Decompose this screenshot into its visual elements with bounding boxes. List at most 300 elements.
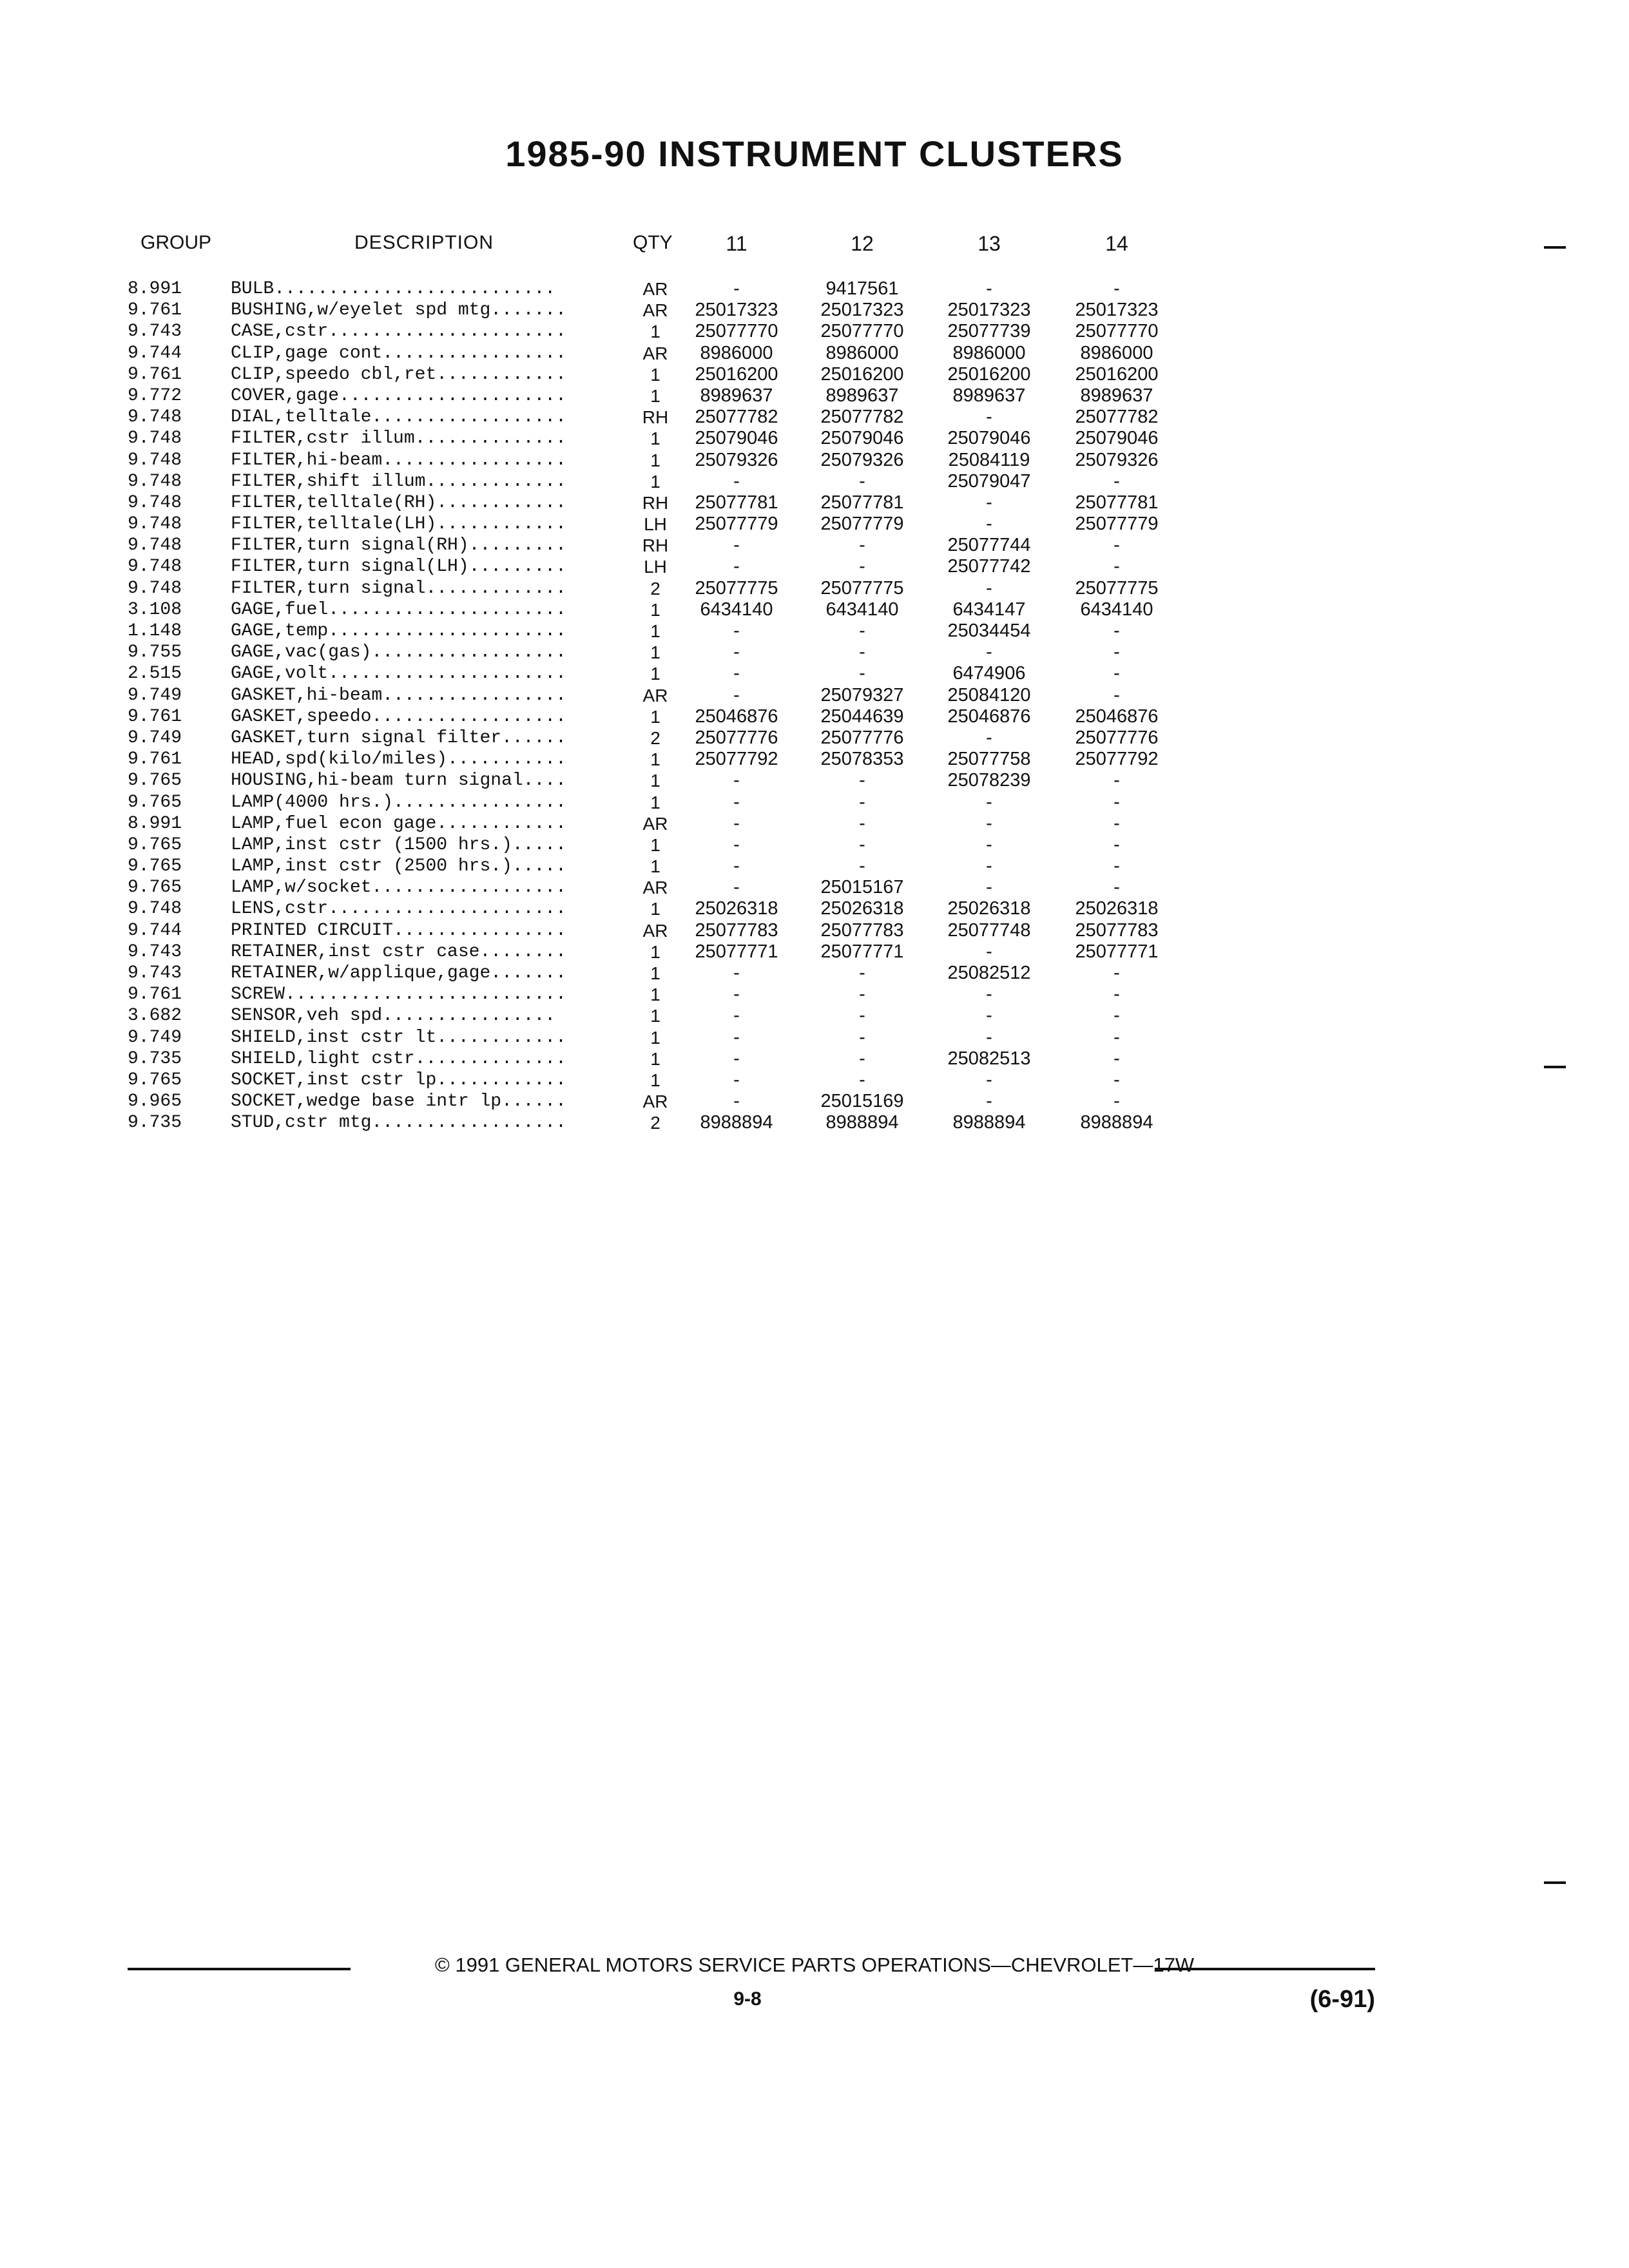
qty-cell: AR (642, 300, 668, 321)
description-cell: LAMP,fuel econ gage............ (231, 813, 566, 834)
qty-cell: 1 (650, 1070, 660, 1090)
table-row (0, 663, 1629, 684)
part-number-12-cell: 8989637 (825, 385, 899, 406)
group-cell: 8.991 (128, 279, 182, 299)
qty-cell: 1 (650, 963, 660, 983)
part-number-14-cell: - (1113, 1005, 1120, 1026)
part-number-14-cell: 25077783 (1075, 919, 1159, 941)
part-number-13-cell: - (986, 577, 992, 599)
part-number-14-cell: - (1113, 663, 1120, 684)
part-number-14-cell: 8989637 (1080, 385, 1153, 406)
part-number-14-cell: 25077792 (1075, 749, 1159, 770)
table-row (0, 599, 1629, 620)
group-cell: 3.682 (128, 1006, 182, 1026)
part-number-14-cell: - (1113, 877, 1120, 898)
part-number-13-cell: - (986, 1026, 992, 1048)
description-cell: LAMP(4000 hrs.)................ (231, 792, 566, 812)
column-header-11: 11 (726, 232, 747, 255)
qty-cell: 2 (650, 727, 660, 748)
table-row (0, 984, 1629, 1005)
part-number-12-cell: 25077779 (820, 514, 904, 535)
part-number-14-cell: 25077779 (1075, 514, 1159, 535)
group-cell: 8.991 (128, 813, 182, 834)
revision-date: (6-91) (1309, 1986, 1375, 2013)
qty-cell: 1 (650, 792, 660, 812)
qty-cell: 1 (650, 599, 660, 620)
description-cell: FILTER,telltale(LH)............ (231, 514, 566, 535)
description-cell: CLIP,gage cont................. (231, 343, 566, 363)
description-cell: FILTER,shift illum............. (231, 471, 566, 492)
group-cell: 9.772 (128, 385, 182, 406)
table-row (0, 813, 1629, 834)
description-cell: FILTER,turn signal(RH)......... (231, 535, 566, 556)
table-row (0, 321, 1629, 342)
table-row (0, 428, 1629, 449)
part-number-12-cell: 25017323 (820, 300, 904, 321)
qty-cell: AR (642, 343, 668, 363)
qty-cell: 1 (650, 834, 660, 855)
group-cell: 9.765 (128, 856, 182, 877)
table-row (0, 963, 1629, 984)
part-number-13-cell: 25077748 (947, 919, 1031, 941)
qty-cell: 1 (650, 471, 660, 492)
part-number-12-cell: - (859, 470, 865, 492)
part-number-11-cell: 25077779 (695, 514, 778, 535)
part-number-12-cell: 25044639 (820, 706, 904, 727)
description-cell: SHIELD,inst cstr lt............ (231, 1027, 566, 1048)
part-number-12-cell: 25077783 (820, 919, 904, 941)
footer-copyright: © 1991 GENERAL MOTORS SERVICE PARTS OPERATIONS—CHEVROLET—17W (434, 1954, 1195, 1976)
part-number-11-cell: - (733, 684, 740, 706)
description-cell: LAMP,w/socket.................. (231, 878, 566, 898)
part-number-12-cell: - (859, 770, 865, 791)
part-number-12-cell: - (859, 620, 865, 641)
description-cell: STUD,cstr mtg.................. (231, 1113, 566, 1133)
group-cell: 9.761 (128, 985, 182, 1005)
part-number-11-cell: - (733, 278, 740, 299)
table-row (0, 578, 1629, 599)
part-number-12-cell: - (859, 856, 865, 877)
group-cell: 9.743 (128, 941, 182, 962)
table-row (0, 685, 1629, 706)
part-number-13-cell: - (986, 856, 992, 877)
description-cell: CLIP,speedo cbl,ret............ (231, 364, 566, 385)
group-cell: 1.148 (128, 621, 182, 641)
part-number-14-cell: - (1113, 620, 1120, 641)
description-cell: FILTER,cstr illum.............. (231, 428, 566, 449)
part-number-11-cell: - (733, 984, 740, 1005)
part-number-11-cell: - (733, 1005, 740, 1026)
description-cell: RETAINER,inst cstr case........ (231, 941, 566, 962)
description-cell: HEAD,spd(kilo/miles)........... (231, 749, 566, 770)
group-cell: 9.748 (128, 578, 182, 599)
part-number-13-cell: 25082513 (947, 1048, 1031, 1069)
qty-cell: 1 (650, 1048, 660, 1069)
column-header-qty: QTY (633, 232, 673, 253)
part-number-12-cell: 25077771 (820, 941, 904, 962)
group-cell: 9.744 (128, 343, 182, 363)
part-number-12-cell: 25015169 (820, 1091, 904, 1112)
part-number-14-cell: 25026318 (1075, 898, 1159, 919)
part-number-11-cell: - (733, 620, 740, 641)
part-number-14-cell: - (1113, 1091, 1120, 1112)
part-number-13-cell: 25077758 (947, 749, 1031, 770)
part-number-14-cell: - (1113, 791, 1120, 812)
part-number-14-cell: 25077782 (1075, 407, 1159, 428)
table-row (0, 877, 1629, 898)
table-row (0, 343, 1629, 364)
part-number-14-cell: - (1113, 834, 1120, 855)
part-number-12-cell: 6434140 (825, 599, 899, 620)
part-number-14-cell: - (1113, 1026, 1120, 1048)
table-row (0, 492, 1629, 514)
description-cell: FILTER,telltale(RH)............ (231, 492, 566, 513)
part-number-11-cell: 25077782 (695, 407, 778, 428)
part-number-12-cell: 25077776 (820, 727, 904, 748)
part-number-12-cell: - (859, 1048, 865, 1069)
qty-cell: 1 (650, 450, 660, 470)
qty-cell: AR (642, 878, 668, 898)
part-number-12-cell: 8986000 (825, 342, 899, 363)
part-number-14-cell: 25077776 (1075, 727, 1159, 748)
part-number-13-cell: 8986000 (952, 342, 1026, 363)
group-cell: 9.761 (128, 364, 182, 385)
table-row (0, 1048, 1629, 1070)
page-number: 9-8 (733, 1988, 762, 2010)
part-number-14-cell: - (1113, 1048, 1120, 1069)
table-row (0, 407, 1629, 428)
part-number-13-cell: 25084119 (948, 449, 1030, 470)
description-cell: SCREW.......................... (231, 985, 566, 1005)
table-row (0, 834, 1629, 856)
qty-cell: 1 (650, 322, 660, 342)
part-number-14-cell: 25077771 (1075, 941, 1159, 962)
part-number-13-cell: 25026318 (947, 898, 1031, 919)
qty-cell: RH (642, 535, 669, 556)
description-cell: GASKET,turn signal filter...... (231, 727, 566, 748)
part-number-14-cell: - (1113, 984, 1120, 1005)
part-number-12-cell: - (859, 642, 865, 663)
description-cell: GAGE,vac(gas).................. (231, 642, 566, 663)
part-number-13-cell: 25046876 (947, 706, 1031, 727)
part-number-11-cell: 25017323 (695, 300, 778, 321)
part-number-14-cell: - (1113, 278, 1120, 299)
group-cell: 9.748 (128, 514, 182, 535)
qty-cell: 1 (650, 385, 660, 406)
table-row (0, 1070, 1629, 1091)
part-number-13-cell: - (986, 812, 992, 834)
group-cell: 9.761 (128, 749, 182, 770)
group-cell: 9.765 (128, 878, 182, 898)
group-cell: 9.765 (128, 834, 182, 855)
table-row (0, 1112, 1629, 1133)
description-cell: BUSHING,w/eyelet spd mtg....... (231, 300, 566, 321)
part-number-13-cell: 25079047 (947, 470, 1031, 492)
part-number-12-cell: 25015167 (820, 877, 904, 898)
description-cell: GAGE,volt...................... (231, 664, 566, 684)
description-cell: FILTER,hi-beam................. (231, 450, 566, 470)
qty-cell: LH (644, 557, 667, 577)
part-number-11-cell: 6434140 (700, 599, 773, 620)
part-number-12-cell: 25079326 (820, 449, 904, 470)
part-number-13-cell: - (986, 834, 992, 855)
description-cell: GASKET,hi-beam................. (231, 685, 566, 706)
table-row (0, 898, 1629, 919)
table-row (0, 364, 1629, 385)
description-cell: SHIELD,light cstr.............. (231, 1048, 566, 1069)
part-number-11-cell: 25077776 (695, 727, 778, 748)
qty-cell: AR (642, 279, 668, 299)
table-row (0, 1005, 1629, 1026)
qty-cell: AR (642, 1091, 668, 1112)
part-number-12-cell: - (859, 1026, 865, 1048)
part-number-12-cell: 25078353 (820, 749, 904, 770)
column-header-14: 14 (1105, 232, 1128, 255)
part-number-11-cell: - (733, 812, 740, 834)
description-cell: GASKET,speedo.................. (231, 706, 566, 727)
qty-cell: 1 (650, 749, 660, 770)
group-cell: 3.108 (128, 599, 182, 620)
description-cell: GAGE,fuel...................... (231, 599, 566, 620)
table-row (0, 556, 1629, 577)
part-number-11-cell: - (733, 1091, 740, 1112)
part-number-11-cell: 25077792 (695, 749, 778, 770)
qty-cell: AR (642, 920, 668, 941)
part-number-13-cell: - (986, 877, 992, 898)
group-cell: 9.749 (128, 1027, 182, 1048)
part-number-13-cell: 25034454 (947, 620, 1031, 641)
part-number-14-cell: - (1113, 770, 1120, 791)
part-number-13-cell: 25016200 (947, 363, 1031, 385)
qty-cell: 1 (650, 985, 660, 1005)
table-row (0, 749, 1629, 770)
part-number-14-cell: 25016200 (1075, 363, 1159, 385)
column-header-12: 12 (851, 232, 874, 255)
part-number-13-cell: - (986, 727, 992, 748)
group-cell: 9.749 (128, 727, 182, 748)
part-number-14-cell: 25077770 (1075, 321, 1159, 342)
group-cell: 9.748 (128, 407, 182, 428)
qty-cell: 1 (650, 1027, 660, 1048)
part-number-11-cell: - (733, 1069, 740, 1090)
part-number-13-cell: 25077739 (947, 321, 1031, 342)
part-number-14-cell: 25046876 (1075, 706, 1159, 727)
part-number-11-cell: - (733, 877, 740, 898)
group-cell: 9.765 (128, 1070, 182, 1090)
part-number-12-cell: - (859, 1005, 865, 1026)
part-number-12-cell: 25077770 (820, 321, 904, 342)
part-number-13-cell: - (986, 278, 992, 299)
description-cell: FILTER,turn signal(LH)......... (231, 557, 566, 577)
part-number-12-cell: 25079327 (820, 684, 904, 706)
part-number-12-cell: 25077775 (820, 577, 904, 599)
description-cell: DIAL,telltale.................. (231, 407, 566, 428)
part-number-14-cell: 8986000 (1080, 342, 1153, 363)
page-title: 1985-90 INSTRUMENT CLUSTERS (505, 133, 1124, 174)
part-number-14-cell: 25077775 (1075, 577, 1159, 599)
part-number-11-cell: 25026318 (695, 898, 778, 919)
group-cell: 9.765 (128, 792, 182, 812)
part-number-13-cell: - (986, 492, 992, 513)
qty-cell: 2 (650, 578, 660, 599)
table-row (0, 300, 1629, 321)
part-number-11-cell: 25077781 (695, 492, 778, 513)
description-cell: HOUSING,hi-beam turn signal.... (231, 771, 566, 791)
group-cell: 9.965 (128, 1091, 182, 1112)
part-number-13-cell: 25082512 (947, 963, 1031, 983)
part-number-11-cell: 8989637 (700, 385, 773, 406)
part-number-11-cell: 25077770 (695, 321, 778, 342)
part-number-14-cell: - (1113, 1069, 1120, 1090)
margin-mark (1544, 246, 1566, 249)
qty-cell: 1 (650, 621, 660, 641)
description-cell: BULB.......................... (231, 279, 556, 299)
part-number-12-cell: - (859, 984, 865, 1005)
part-number-13-cell: 25078239 (947, 770, 1031, 791)
part-number-11-cell: - (733, 535, 740, 556)
part-number-14-cell: - (1113, 470, 1120, 492)
part-number-13-cell: 25017323 (947, 300, 1031, 321)
table-row (0, 727, 1629, 749)
part-number-12-cell: 9417561 (825, 278, 899, 299)
parts-table (0, 278, 1629, 1134)
part-number-11-cell: 25077783 (695, 919, 778, 941)
part-number-11-cell: 25079326 (695, 449, 778, 470)
group-cell: 9.749 (128, 685, 182, 706)
part-number-12-cell: 25077782 (820, 407, 904, 428)
qty-cell: RH (642, 407, 669, 428)
group-cell: 9.748 (128, 557, 182, 577)
table-row (0, 920, 1629, 941)
qty-cell: 2 (650, 1113, 660, 1133)
part-number-11-cell: 25077775 (695, 577, 778, 599)
table-row (0, 642, 1629, 663)
part-number-11-cell: - (733, 770, 740, 791)
group-cell: 9.755 (128, 642, 182, 663)
qty-cell: LH (644, 514, 667, 535)
part-number-14-cell: - (1113, 812, 1120, 834)
part-number-12-cell: - (859, 663, 865, 684)
qty-cell: 1 (650, 642, 660, 663)
qty-cell: AR (642, 813, 668, 834)
qty-cell: 1 (650, 771, 660, 791)
part-number-13-cell: 8989637 (952, 385, 1026, 406)
part-number-11-cell: 25046876 (695, 706, 778, 727)
part-number-11-cell: - (733, 1048, 740, 1069)
part-number-12-cell: 8988894 (825, 1112, 899, 1133)
column-header-13: 13 (978, 232, 1001, 255)
part-number-14-cell: - (1113, 856, 1120, 877)
part-number-11-cell: 8986000 (700, 342, 773, 363)
group-cell: 9.748 (128, 450, 182, 470)
group-cell: 9.748 (128, 899, 182, 919)
table-row (0, 450, 1629, 471)
table-row (0, 770, 1629, 791)
part-number-12-cell: - (859, 556, 865, 577)
qty-cell: RH (642, 492, 669, 513)
part-number-13-cell: 25077742 (947, 556, 1031, 577)
part-number-14-cell: 25079046 (1075, 428, 1159, 449)
part-number-14-cell: - (1113, 535, 1120, 556)
part-number-11-cell: - (733, 963, 740, 983)
table-row (0, 535, 1629, 556)
part-number-12-cell: 25026318 (820, 898, 904, 919)
part-number-11-cell: - (733, 470, 740, 492)
group-cell: 9.743 (128, 322, 182, 342)
margin-mark (1544, 1881, 1566, 1884)
description-cell: SOCKET,inst cstr lp............ (231, 1070, 566, 1090)
table-row (0, 278, 1629, 300)
part-number-13-cell: 6434147 (952, 599, 1026, 620)
description-cell: LAMP,inst cstr (2500 hrs.)..... (231, 856, 566, 877)
description-cell: SOCKET,wedge base intr lp...... (231, 1091, 566, 1112)
part-number-12-cell: 25079046 (820, 428, 904, 449)
part-number-11-cell: 8988894 (700, 1112, 773, 1133)
part-number-13-cell: - (986, 514, 992, 535)
part-number-13-cell: 25079046 (947, 428, 1031, 449)
table-row (0, 1027, 1629, 1048)
table-row (0, 471, 1629, 492)
part-number-14-cell: - (1113, 963, 1120, 983)
part-number-12-cell: - (859, 812, 865, 834)
group-cell: 9.735 (128, 1048, 182, 1069)
qty-cell: 1 (650, 856, 660, 877)
group-cell: 9.761 (128, 706, 182, 727)
qty-cell: 1 (650, 364, 660, 385)
part-number-14-cell: 25077781 (1075, 492, 1159, 513)
description-cell: RETAINER,w/applique,gage....... (231, 963, 566, 983)
group-cell: 9.748 (128, 471, 182, 492)
part-number-13-cell: - (986, 941, 992, 962)
description-cell: SENSOR,veh spd................ (231, 1006, 556, 1026)
qty-cell: 1 (650, 664, 660, 684)
qty-cell: AR (642, 685, 668, 706)
table-row (0, 385, 1629, 407)
group-cell: 9.765 (128, 771, 182, 791)
table-row (0, 514, 1629, 535)
part-number-11-cell: - (733, 791, 740, 812)
qty-cell: 1 (650, 1006, 660, 1026)
qty-cell: 1 (650, 428, 660, 449)
part-number-11-cell: - (733, 642, 740, 663)
group-cell: 2.515 (128, 664, 182, 684)
part-number-12-cell: 25077781 (820, 492, 904, 513)
part-number-14-cell: 25017323 (1075, 300, 1159, 321)
column-header-description: DESCRIPTION (354, 232, 494, 253)
description-cell: FILTER,turn signal............. (231, 578, 566, 599)
part-number-13-cell: - (986, 1091, 992, 1112)
part-number-13-cell: - (986, 1069, 992, 1090)
part-number-13-cell: 25084120 (947, 684, 1031, 706)
part-number-12-cell: - (859, 963, 865, 983)
part-number-14-cell: 6434140 (1080, 599, 1153, 620)
description-cell: PRINTED CIRCUIT................ (231, 920, 566, 941)
table-row (0, 792, 1629, 813)
part-number-11-cell: 25079046 (695, 428, 778, 449)
part-number-11-cell: 25016200 (695, 363, 778, 385)
table-row (0, 706, 1629, 727)
group-cell: 9.748 (128, 492, 182, 513)
part-number-11-cell: - (733, 834, 740, 855)
part-number-13-cell: 6474906 (952, 663, 1026, 684)
part-number-13-cell: 8988894 (952, 1112, 1026, 1133)
part-number-14-cell: - (1113, 556, 1120, 577)
part-number-11-cell: - (733, 663, 740, 684)
column-header-group: GROUP (140, 232, 212, 253)
qty-cell: 1 (650, 899, 660, 919)
part-number-12-cell: - (859, 1069, 865, 1090)
part-number-11-cell: 25077771 (695, 941, 778, 962)
